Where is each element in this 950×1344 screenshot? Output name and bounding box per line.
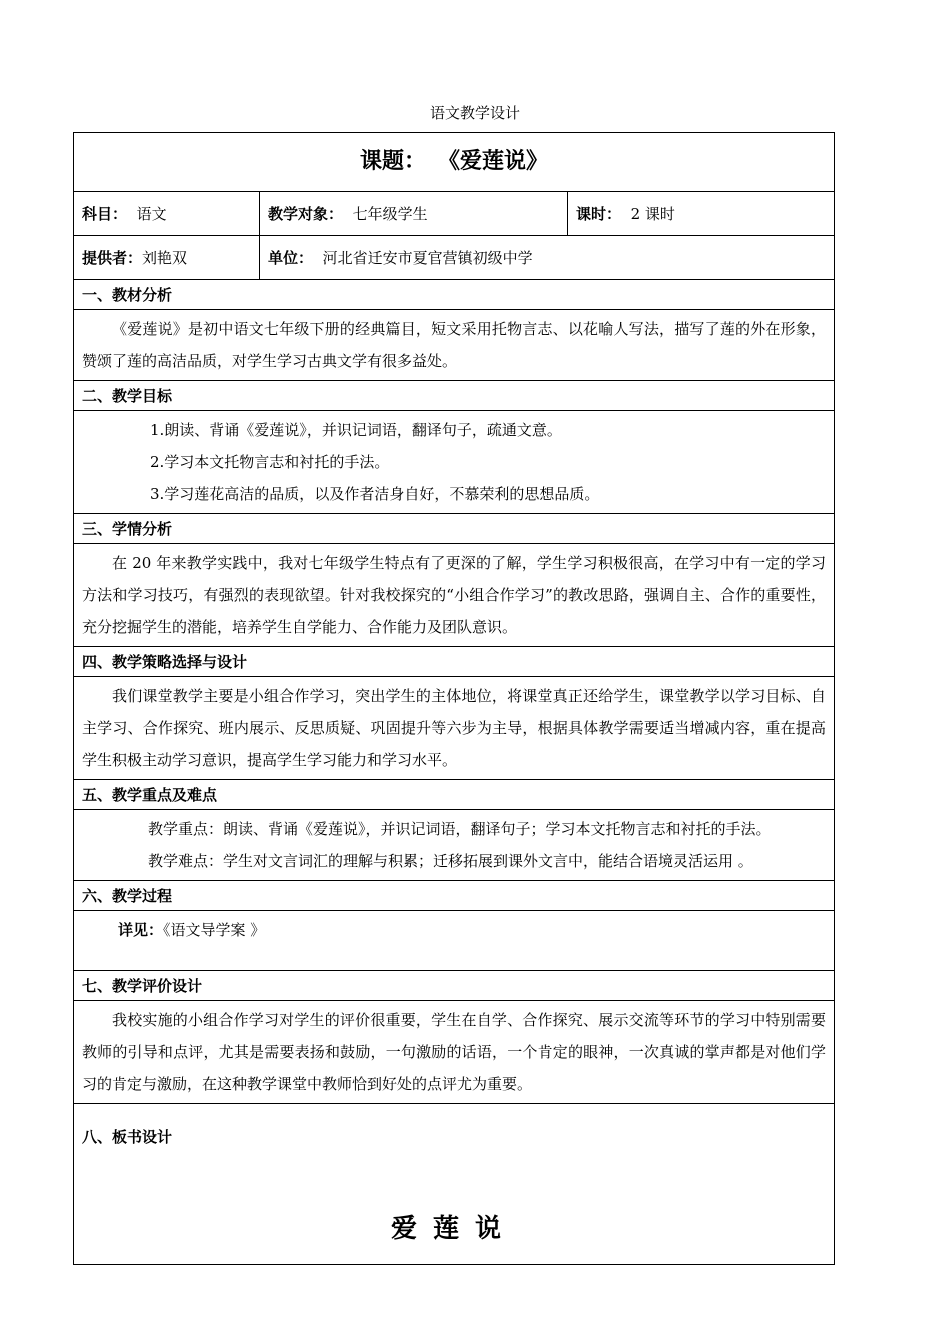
section-heading-8: 八、板书设计 <box>82 1128 173 1146</box>
subject-value: 语文 <box>136 204 167 223</box>
textbook-analysis-text: 《爱莲说》是初中语文七年级下册的经典篇目，短文采用托物言志、以花喻人写法，描写了莲的外在形象，赞颂了莲的高洁品质，对学生学习古典文学有很多益处。 <box>82 320 826 370</box>
hours-label: 课时： <box>576 204 622 223</box>
section-body-1 <box>74 310 835 381</box>
unit-cell <box>260 236 835 280</box>
student-analysis-text: 在 20 年来教学实践中，我对七年级学生特点有了更深的了解，学生学习积极很高，在学习中有一定的学习方法和学习技巧，有强烈的表现欲望。针对我校探究的“小组合作学习”的教改思路，强调自主、合作的重要性，充分挖掘学生的潜能，培养学生自学能力、合作能力及团队意识。 <box>82 554 826 636</box>
process-ref-value: 《语文导学案 》 <box>163 921 266 939</box>
audience-value: 七年级学生 <box>352 204 428 223</box>
strategy-text: 我们课堂教学主要是小组合作学习，突出学生的主体地位，将课堂真正还给学生，课堂教学以学习目标、自主学习、合作探究、班内展示、反思质疑、巩固提升等六步为主导，根据具体教学需要适当增减内容，重在提高学生积极主动学习意识，提高学生学习能力和学习水平。 <box>82 687 826 769</box>
provider-label: 提供者： <box>82 248 143 267</box>
unit-value: 河北省迁安市夏官营镇初级中学 <box>322 248 533 267</box>
board-title: 爱莲说 <box>390 1214 517 1244</box>
evaluation-text: 我校实施的小组合作学习对学生的评价很重要，学生在自学、合作探究、展示交流等环节的学习中特别需要教师的引导和点评，尤其是需要表扬和鼓励，一句激励的话语，一个肯定的眼神，一次真诚的掌声都是对他们学习的肯定与激励，在这种教学课堂中教师恰到好处的点评尤为重要。 <box>82 1011 826 1093</box>
lesson-plan-table <box>73 132 835 1265</box>
subject-cell <box>74 192 260 236</box>
section-heading-1: 一、教材分析 <box>74 280 835 310</box>
document-title: 语文教学设计 <box>429 104 520 122</box>
section-heading-3: 三、学情分析 <box>74 514 835 544</box>
section-heading-6: 六、教学过程 <box>74 881 835 911</box>
goal-item: 1.朗读、背诵《爱莲说》，并识记词语，翻译句子，疏通文意。 <box>150 421 562 439</box>
audience-cell <box>260 192 568 236</box>
hours-cell <box>568 192 835 236</box>
process-ref-label: 详见： <box>118 921 164 939</box>
lesson-name: 《爱莲说》 <box>438 149 549 174</box>
section-body-6 <box>74 911 835 971</box>
audience-label: 教学对象： <box>268 204 344 223</box>
lesson-label: 课题： <box>359 149 426 174</box>
section-board <box>74 1104 835 1265</box>
lesson-title-cell <box>74 133 835 192</box>
section-heading-5: 五、教学重点及难点 <box>74 780 835 810</box>
section-heading-4: 四、教学策略选择与设计 <box>74 647 835 677</box>
section-body-5 <box>74 810 835 881</box>
section-body-2 <box>74 411 835 514</box>
hours-value: 2 课时 <box>630 204 675 223</box>
section-body-3 <box>74 544 835 647</box>
goal-item: 2.学习本文托物言志和衬托的手法。 <box>150 453 390 471</box>
difficulty-text: 教学难点：学生对文言词汇的理解与积累；迁移拓展到课外文言中，能结合语境灵活运用 。 <box>148 852 753 870</box>
unit-label: 单位： <box>268 248 314 267</box>
section-body-4 <box>74 677 835 780</box>
key-point-text: 教学重点：朗读、背诵《爱莲说》，并识记词语，翻译句子；学习本文托物言志和衬托的手法。 <box>148 820 771 838</box>
provider-value: 刘艳双 <box>142 248 188 267</box>
section-heading-2: 二、教学目标 <box>74 381 835 411</box>
section-body-7 <box>74 1001 835 1104</box>
goal-item: 3.学习莲花高洁的品质，以及作者洁身自好，不慕荣利的思想品质。 <box>150 485 600 503</box>
subject-label: 科目： <box>82 204 128 223</box>
provider-cell <box>74 236 260 280</box>
section-heading-7: 七、教学评价设计 <box>74 971 835 1001</box>
